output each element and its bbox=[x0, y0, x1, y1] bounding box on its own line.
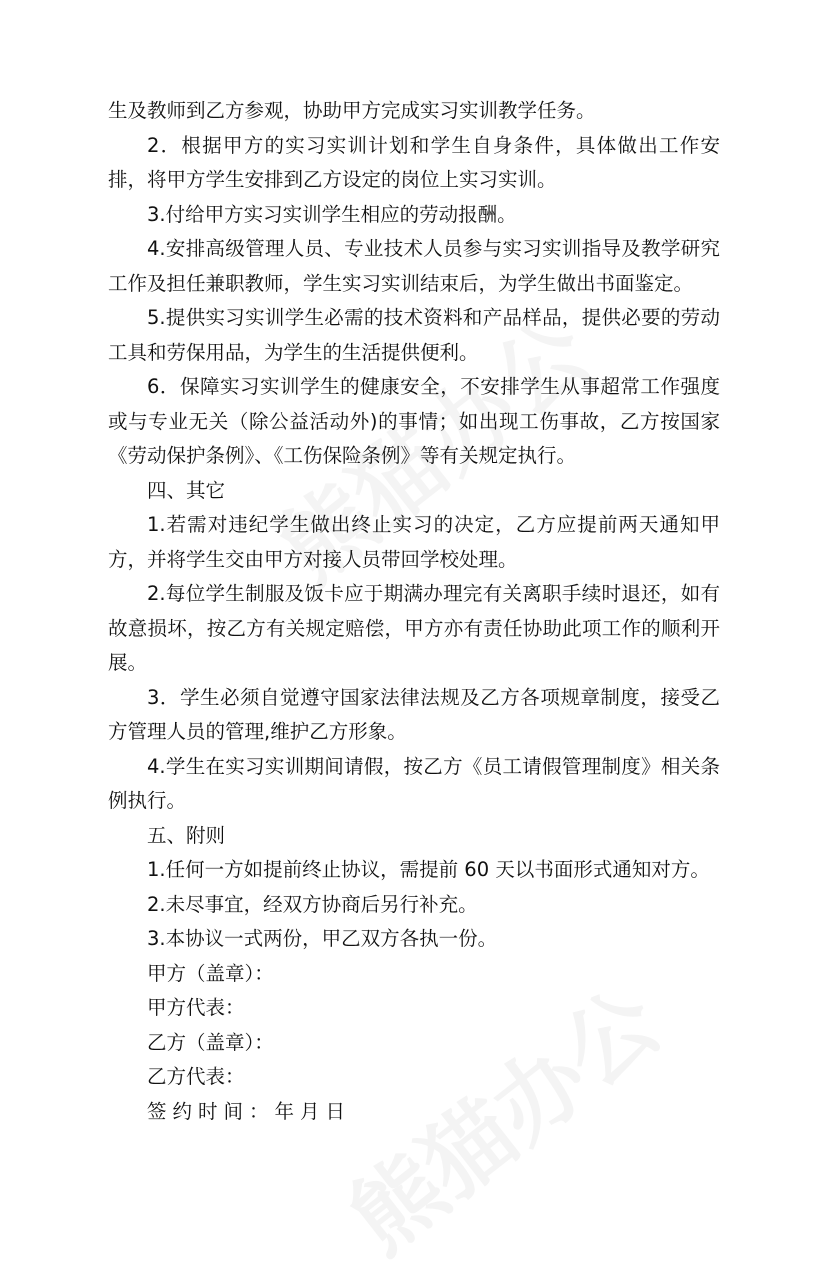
paragraph: 1.若需对违纪学生做出终止实习的决定，乙方应提前两天通知甲方，并将学生交由甲方对接人员带回学校处理。 bbox=[108, 513, 720, 571]
paragraph: 3．学生必须自觉遵守国家法律法规及乙方各项规章制度，接受乙方管理人员的管理,维护乙方形象。 bbox=[108, 685, 720, 743]
paragraph: 5.提供实习实训学生必需的技术资料和产品样品，提供必要的劳动工具和劳保用品，为学生的生活提供便利。 bbox=[108, 306, 720, 364]
paragraph: 6．保障实习实训学生的健康安全，不安排学生从事超常工作强度或与专业无关（除公益活动外)的事情；如出现工伤事故，乙方按国家《劳动保护条例》、《工伤保险条例》等有关规定执行。 bbox=[108, 375, 720, 467]
signature-line: 乙方（盖章）： bbox=[147, 1030, 274, 1054]
paragraph: 4.学生在实习实训期间请假，按乙方《员工请假管理制度》相关条例执行。 bbox=[108, 754, 720, 812]
paragraph: 1.任何一方如提前终止协议，需提前 60 天以书面形式通知对方。 bbox=[147, 858, 710, 881]
paragraph: 4.安排高级管理人员、专业技术人员参与实习实训指导及教学研究工作及担任兼职教师，学生实习实训结束后，为学生做出书面鉴定。 bbox=[108, 237, 720, 295]
section-heading: 五、附则 bbox=[147, 823, 226, 847]
paragraph: 2.每位学生制服及饭卡应于期满办理完有关离职手续时退还，如有故意损坏，按乙方有关规定赔偿，甲方亦有责任协助此项工作的顺利开展。 bbox=[108, 582, 720, 674]
signature-line: 甲方代表： bbox=[147, 996, 245, 1019]
document-body bbox=[108, 94, 720, 1129]
signature-line: 乙方代表： bbox=[147, 1065, 245, 1088]
signature-line: 甲方（盖章）： bbox=[147, 961, 274, 985]
section-heading: 四、其它 bbox=[147, 478, 226, 502]
signature-date: 签约时间：年月日 bbox=[147, 1099, 352, 1123]
paragraph: 2.未尽事宜，经双方协商后另行补充。 bbox=[147, 892, 478, 916]
paragraph: 3.付给甲方实习实训学生相应的劳动报酬。 bbox=[147, 202, 517, 226]
paragraph: 3.本协议一式两份，甲乙双方各执一份。 bbox=[147, 927, 498, 950]
paragraph: 生及教师到乙方参观，协助甲方完成实习实训教学任务。 bbox=[108, 99, 596, 122]
paragraph: 2．根据甲方的实习实训计划和学生自身条件，具体做出工作安排，将甲方学生安排到乙方设定的岗位上实习实训。 bbox=[108, 133, 720, 191]
